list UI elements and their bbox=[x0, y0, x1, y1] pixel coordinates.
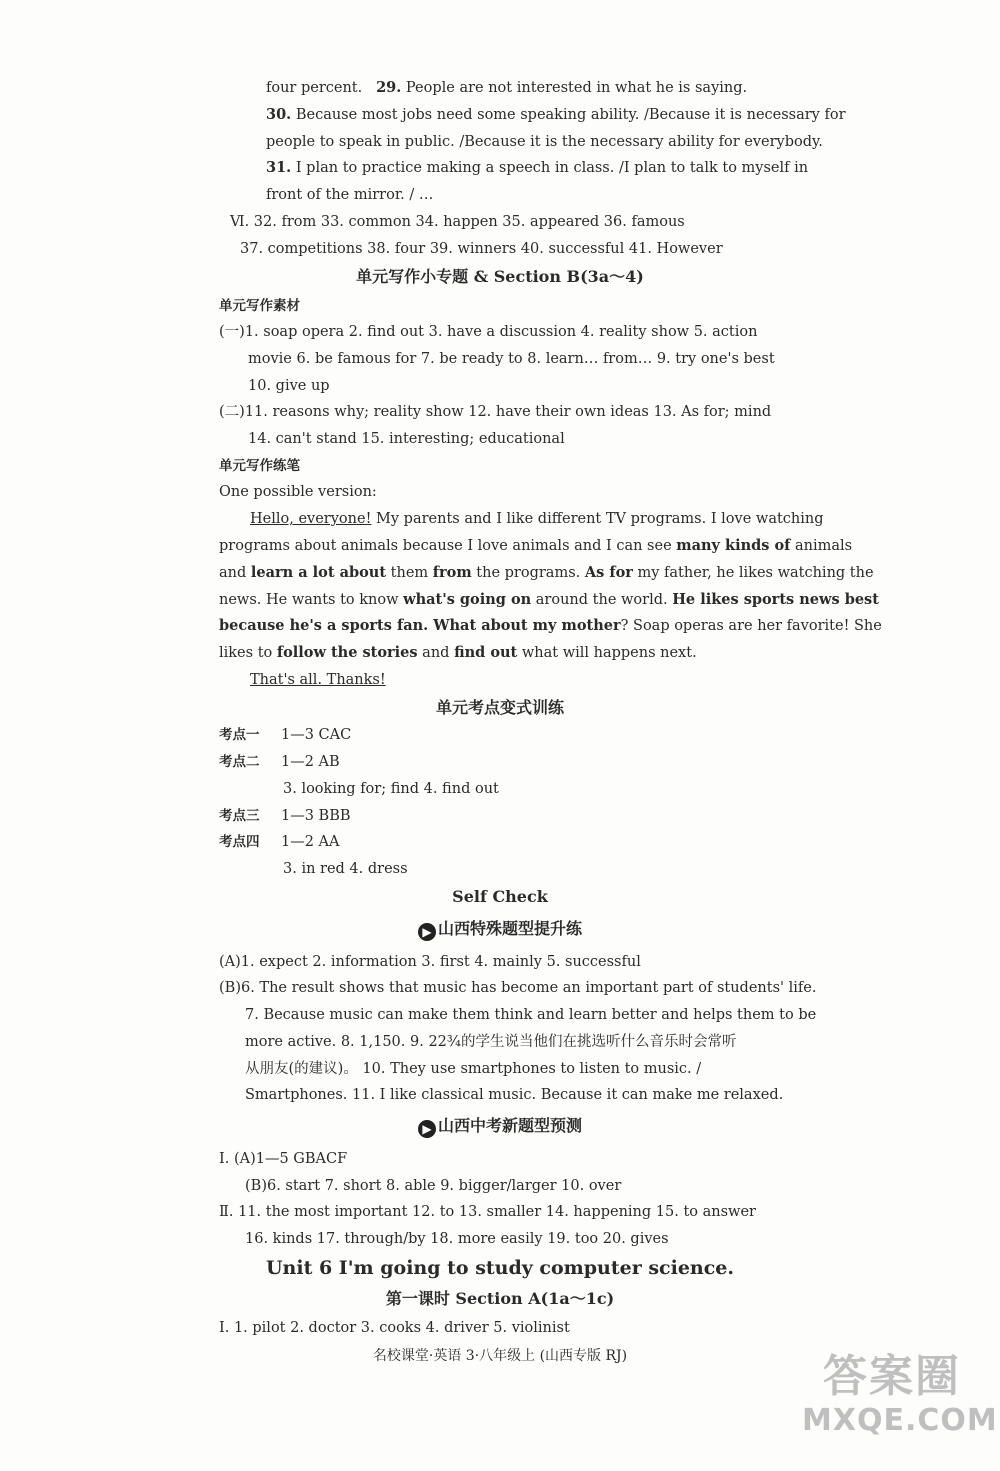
essay-closing: That's all. Thanks! bbox=[250, 672, 386, 688]
essay-key-phrase: He likes sports news best bbox=[672, 591, 879, 608]
self-check-b-5: Smartphones. 11. I like classical music. Because it can make me relaxed. bbox=[245, 1087, 784, 1103]
exam-line-3: Ⅱ. 11. the most important 12. to 13. smaller 14. happening 15. to answer bbox=[219, 1204, 756, 1220]
essay-key-phrase: find out bbox=[454, 644, 518, 661]
shanxi-special-heading bbox=[0, 917, 1000, 941]
self-check-b-4: 从朋友(的建议)。 10. They use smartphones to listen to music. / bbox=[245, 1061, 702, 1077]
essay-line-7 bbox=[250, 670, 386, 690]
lesson-title: 第一课时 Section A(1a～1c) bbox=[385, 1289, 615, 1308]
material-line-3: 10. give up bbox=[248, 378, 330, 394]
kaodian-2 bbox=[219, 752, 340, 772]
section-b-title: 单元写作小专题 & Section B(3a～4) bbox=[356, 267, 644, 286]
essay-text: animals bbox=[790, 538, 853, 554]
kaodian-4 bbox=[219, 832, 340, 852]
essay-line-2 bbox=[219, 536, 852, 556]
kaodian-2-answer: 1—2 AB bbox=[281, 754, 340, 770]
exam-line-1: Ⅰ. (A)1—5 GBACF bbox=[219, 1151, 348, 1167]
play-arrow-icon: ▶ bbox=[418, 1120, 436, 1138]
page-footer: 名校课堂·英语 3·八年级上 (山西专版 RJ) bbox=[372, 1348, 628, 1364]
essay-text: news. He wants to know bbox=[219, 592, 404, 608]
essay-text: around the world. bbox=[531, 592, 673, 608]
self-check-b-1: (B)6. The result shows that music has become an important part of students' life. bbox=[219, 980, 817, 996]
self-check-b-3: more active. 8. 1,150. 9. 22¾的学生说当他们在挑选听什么音乐时会常听 bbox=[245, 1034, 737, 1050]
material-line-2: movie 6. be famous for 7. be ready to 8. learn… from… 9. try one's best bbox=[248, 351, 775, 367]
watermark-logo bbox=[802, 1351, 998, 1461]
answer-29-number: 29. bbox=[376, 79, 402, 96]
essay-key-phrase: As for bbox=[584, 564, 633, 581]
essay-text: likes to bbox=[219, 645, 277, 661]
kaodian-4-label: 考点四 bbox=[219, 834, 260, 850]
essay-text: and bbox=[417, 645, 455, 661]
shanxi-exam-label: 山西中考新题型预测 bbox=[437, 1116, 582, 1135]
essay-text: ? Soap operas are her favorite! She bbox=[620, 618, 882, 634]
essay-text: programs about animals because I love animals and I can see bbox=[219, 538, 677, 554]
self-check-a: (A)1. expect 2. information 3. first 4. mainly 5. successful bbox=[219, 954, 641, 970]
essay-key-phrase: because he's a sports fan. What about my mother bbox=[219, 617, 621, 634]
kaodian-2-extra: 3. looking for; find 4. find out bbox=[283, 781, 499, 797]
shanxi-special-label: 山西特殊题型提升练 bbox=[437, 919, 582, 938]
answer-31-text: I plan to practice making a speech in class. /I plan to talk to myself in bbox=[295, 160, 809, 176]
play-arrow-icon: ▶ bbox=[418, 923, 436, 941]
kaodian-title: 单元考点变式训练 bbox=[435, 698, 564, 717]
unit-6-answer-line: Ⅰ. 1. pilot 2. doctor 3. cooks 4. driver 5. violinist bbox=[219, 1320, 570, 1336]
kaodian-3-label: 考点三 bbox=[219, 808, 260, 824]
kaodian-1-label: 考点一 bbox=[219, 727, 260, 743]
material-line-5: 14. can't stand 15. interesting; educational bbox=[248, 431, 565, 447]
kaodian-2-label: 考点二 bbox=[219, 754, 260, 770]
essay-greeting: Hello, everyone! bbox=[250, 511, 372, 527]
essay-line-1 bbox=[250, 509, 824, 529]
answer-line-vi-a: Ⅵ. 32. from 33. common 34. happen 35. appeared 36. famous bbox=[230, 214, 685, 230]
answer-line-vi-b: 37. competitions 38. four 39. winners 40. successful 41. However bbox=[240, 241, 723, 257]
essay-text: my father, he likes watching the bbox=[632, 565, 874, 581]
essay-key-phrase: learn a lot about bbox=[250, 564, 387, 581]
kaodian-4-extra: 3. in red 4. dress bbox=[283, 861, 408, 877]
essay-line-4 bbox=[219, 590, 879, 610]
essay-text: them bbox=[386, 565, 433, 581]
essay-text: the programs. bbox=[471, 565, 585, 581]
kaodian-3 bbox=[219, 806, 351, 826]
essay-text: My parents and I like different TV programs. I love watching bbox=[371, 511, 824, 527]
writing-practice-heading: 单元写作练笔 bbox=[219, 458, 300, 474]
essay-key-phrase: follow the stories bbox=[276, 644, 418, 661]
kaodian-3-answer: 1—3 BBB bbox=[281, 808, 351, 824]
essay-line-3 bbox=[219, 563, 874, 583]
answer-line-31 bbox=[266, 158, 808, 178]
possible-version-label: One possible version: bbox=[219, 484, 377, 500]
answer-30-text: Because most jobs need some speaking ability. /Because it is necessary for bbox=[295, 107, 846, 123]
exam-line-2: (B)6. start 7. short 8. able 9. bigger/larger 10. over bbox=[245, 1178, 622, 1194]
essay-text: and bbox=[219, 565, 251, 581]
watermark-top-text: 答案圈 bbox=[823, 1351, 961, 1402]
self-check-b-2: 7. Because music can make them think and learn better and helps them to be bbox=[245, 1007, 817, 1023]
material-line-1: (一)1. soap opera 2. find out 3. have a discussion 4. reality show 5. action bbox=[219, 324, 758, 340]
answer-30-number: 30. bbox=[266, 106, 292, 123]
essay-key-phrase: many kinds of bbox=[676, 537, 791, 554]
kaodian-4-answer: 1—2 AA bbox=[281, 834, 340, 850]
answer-31-number: 31. bbox=[266, 159, 292, 176]
exam-line-4: 16. kinds 17. through/by 18. more easily 19. too 20. gives bbox=[245, 1231, 669, 1247]
writing-material-heading: 单元写作素材 bbox=[219, 298, 300, 314]
answer-line-30-cont: people to speak in public. /Because it is the necessary ability for everybody. bbox=[266, 134, 823, 150]
watermark-bottom-text: MXQE.COM bbox=[802, 1403, 998, 1438]
unit-6-title: Unit 6 I'm going to study computer science. bbox=[265, 1257, 735, 1279]
self-check-title: Self Check bbox=[452, 887, 548, 906]
answer-line-30 bbox=[266, 105, 846, 125]
answer-line-31-cont: front of the mirror. / … bbox=[266, 187, 434, 203]
answer-line-28 bbox=[266, 78, 747, 98]
essay-line-6 bbox=[219, 643, 697, 663]
essay-line-5 bbox=[219, 616, 882, 636]
answer-28-text: four percent. bbox=[266, 80, 363, 96]
essay-text: what will happens next. bbox=[517, 645, 697, 661]
material-line-4: (二)11. reasons why; reality show 12. have their own ideas 13. As for; mind bbox=[219, 404, 772, 420]
essay-key-phrase: what's going on bbox=[403, 591, 532, 608]
kaodian-1 bbox=[219, 725, 351, 745]
shanxi-exam-heading bbox=[0, 1114, 1000, 1138]
essay-key-phrase: from bbox=[432, 564, 472, 581]
kaodian-1-answer: 1—3 CAC bbox=[281, 727, 352, 743]
answer-29-text: People are not interested in what he is saying. bbox=[405, 80, 748, 96]
